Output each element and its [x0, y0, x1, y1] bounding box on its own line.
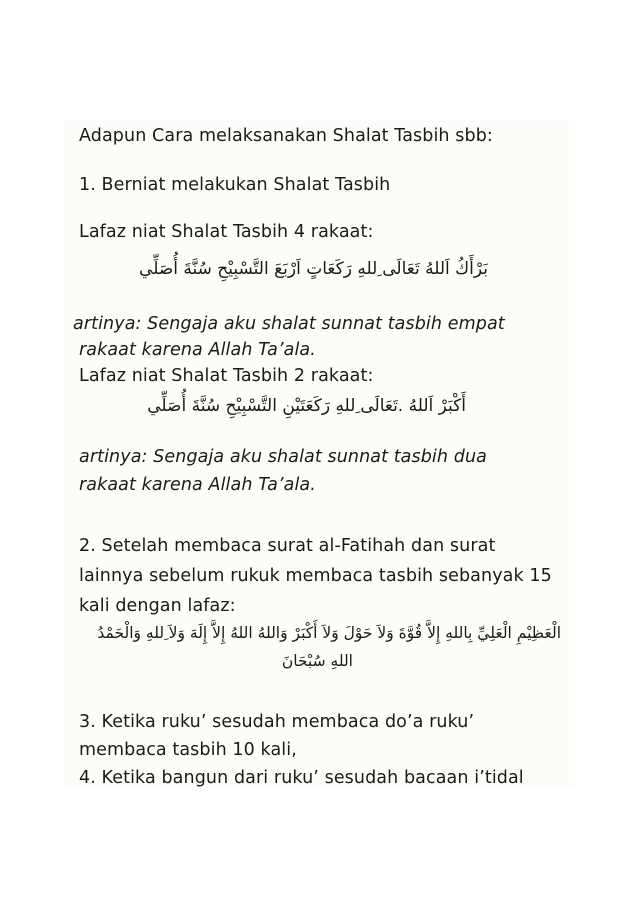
step-2-line-3: kali dengan lafaz: [79, 596, 236, 616]
niat-2-arabic: أَكْبَرْ اَللهُ .تَعَالَى ِللهِ رَكَعَتَيْنِ التَّسْبِيْحِ سُنَّةَ أُصَلِّي [147, 396, 466, 416]
niat-2-meaning-line-1: artinya: Sengaja aku shalat sunnat tasbih dua [79, 447, 487, 467]
niat-4-label: Lafaz niat Shalat Tasbih 4 rakaat: [79, 222, 374, 242]
step-2-line-2: lainnya sebelum rukuk membaca tasbih sebanyak 15 [79, 566, 552, 586]
step-4-line-1: 4. Ketika bangun dari ruku’ sesudah bacaan i’tidal [79, 768, 524, 788]
niat-2-meaning-line-2: rakaat karena Allah Ta’ala. [79, 475, 316, 495]
heading: Adapun Cara melaksanakan Shalat Tasbih sbb: [79, 126, 493, 146]
niat-4-meaning-line-2: rakaat karena Allah Ta’ala. [79, 340, 316, 360]
step-1: 1. Berniat melakukan Shalat Tasbih [79, 175, 391, 195]
niat-4-arabic: بَرْأَكُ اَللهُ تَعَالَى ِللهِ رَكَعَاتٍ اَرْبَعَ التَّسْبِيْحِ سُنَّةَ أُصَلِّي [139, 259, 488, 279]
tasbih-arabic-line-2: اللهِ سُبْحَانَ [281, 652, 353, 670]
tasbih-arabic-line-1: الْعَظِيْمِ الْعَلِيِّ بِاللهِ إِلاَّ قُوَّةَ وَلاَ حَوْلَ وَلاَ أَكْبَرْ وَاللهُ اللهُ إِلاَّ إِلَهَ وَلاَ ِللهِ وَالْحَمْدُ [97, 624, 561, 642]
step-3-line-2: membaca tasbih 10 kali, [79, 740, 297, 760]
niat-4-meaning-line-1: artinya: Sengaja aku shalat sunnat tasbih empat [73, 314, 505, 334]
step-2-line-1: 2. Setelah membaca surat al-Fatihah dan surat [79, 536, 496, 556]
niat-2-label: Lafaz niat Shalat Tasbih 2 rakaat: [79, 366, 374, 386]
step-3-line-1: 3. Ketika ruku’ sesudah membaca do’a ruku’ [79, 712, 475, 732]
